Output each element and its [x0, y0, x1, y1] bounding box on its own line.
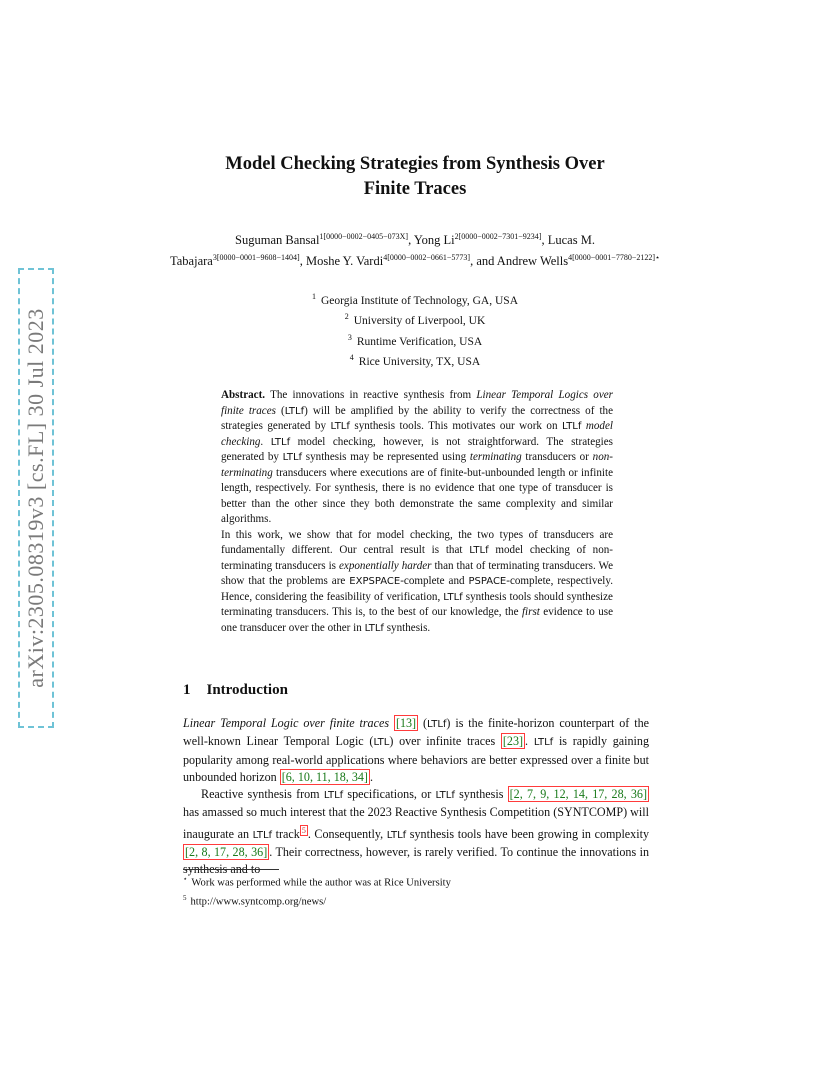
affiliation-item: $^3$ Runtime Verification, USA	[347, 332, 483, 348]
affiliation-item: $^1$ Georgia Institute of Technology, GA, USA	[311, 292, 518, 307]
footnote-item: $^5$ http://www.syntcomp.org/news/	[183, 894, 327, 908]
citation-link[interactable]: [2, 8, 17, 28, 36]	[185, 845, 268, 860]
author-orcid: 2[0000−0002−7301−9234]	[454, 232, 542, 241]
affiliations	[220, 289, 610, 370]
citation-link[interactable]: [23]	[502, 734, 524, 749]
author-name: , Moshe Y. Vardi	[299, 254, 384, 268]
affiliation-item: $^4$ Rice University, TX, USA	[349, 352, 481, 368]
author-name: Suguman Bansal	[235, 233, 320, 247]
author-name: , Yong Li	[408, 233, 455, 247]
citation-link[interactable]: [6, 10, 11, 18, 34]	[281, 769, 368, 784]
author-name: , Lucas M. Tabajara	[170, 233, 595, 268]
author-name: , and Andrew Wells	[470, 254, 569, 268]
intro-text	[183, 715, 649, 879]
section-title: Introduction	[206, 682, 288, 698]
citation-link[interactable]: [2, 7, 9, 12, 14, 17, 28, 36]	[509, 787, 647, 802]
footnote-divider	[183, 869, 279, 870]
abstract-paragraph-1: Abstract. The innovations in reactive synthesis from Linear Temporal Logics over finite traces (LTLf) will be amplified by the ability to verify the correctness of the strategies generated by LTLf synthesis tools. This motivates our work on LTLf model checking. LTLf model checking, however, is not straightforward. The strategies generated by LTLf synthesis may be represented using terminating transducers or non-terminating transducers where executions are of finite-but-unbounded length or infinite length, respectively. For synthesis, there is no evidence that one type of transducer is better than the other since they both demonstrate the same complexity and similar algorithms.	[221, 389, 614, 525]
paper-title	[150, 152, 680, 202]
footnote-item: ⋆ Work was performed while the author was at Rice University	[183, 875, 451, 889]
footnote-link[interactable]: 5	[301, 825, 306, 835]
arxiv-id: arXiv:2305.08319v3 [cs.FL] 30 Jul 2023	[23, 308, 48, 688]
abstract-label: Abstract.	[221, 389, 266, 401]
author-orcid: 4[0000−0001−7780−2122]⋆	[568, 253, 660, 262]
affiliation-item: $^2$ University of Liverpool, UK	[344, 312, 486, 328]
section-heading	[183, 682, 288, 699]
abstract	[221, 388, 613, 636]
author-orcid: 3[0000−0001−9608−1404]	[212, 253, 300, 262]
author-list	[170, 228, 660, 270]
abstract-paragraph-2: In this work, we show that for model checking, the two types of transducers are fundamentally different. Our central result is that LTLf model checking of non-terminating transducers is exponentially harder than that of terminating transducers. We show that the problems are EXPSPACE-complete and PSPACE-complete, respectively. Hence, considering the feasibility of verification, LTLf synthesis tools should synthesize terminating transducers. This is, to the best of our knowledge, the first evidence to use one transducer over the other in LTLf synthesis.	[221, 528, 613, 634]
arxiv-sidebar-stamp	[18, 268, 54, 728]
footnotes	[183, 872, 649, 910]
title-line-1: Model Checking Strategies from Synthesis Over	[225, 154, 605, 174]
title-line-2: Finite Traces	[363, 179, 467, 199]
section-number: 1	[183, 682, 191, 698]
author-orcid: 4[0000−0002−0661−5773]	[383, 253, 471, 262]
intro-paragraph-2: Reactive synthesis from LTLf specifications, or LTLf synthesis [2, 7, 9, 12, 14, 17, 28, 36] has amassed so much interest that the 2023 Reactive Synthesis Competition (SYNTCOMP) will inaugurate an LTLf track $^5$ . Consequently, LTLf synthesis tools have been growing in complexity [2, 8, 17, 28, 36] . Their correctness, however, is rarely verified. To continue the innovations in synthesis and to	[183, 787, 649, 877]
author-orcid: 1[0000−0002−0405−073X]	[319, 232, 409, 241]
citation-link[interactable]: [13]	[395, 716, 417, 730]
intro-paragraph-1: Linear Temporal Logic over finite traces [13] (LTLf) is the finite-horizon counterpart of the well-known Linear Temporal Logic (LTL) over infinite traces [23] . LTLf is rapidly gaining popularity among real-world applications where behaviors are better expressed over a finite but unbounded horizon [6, 10, 11, 18, 34] .	[183, 716, 650, 784]
